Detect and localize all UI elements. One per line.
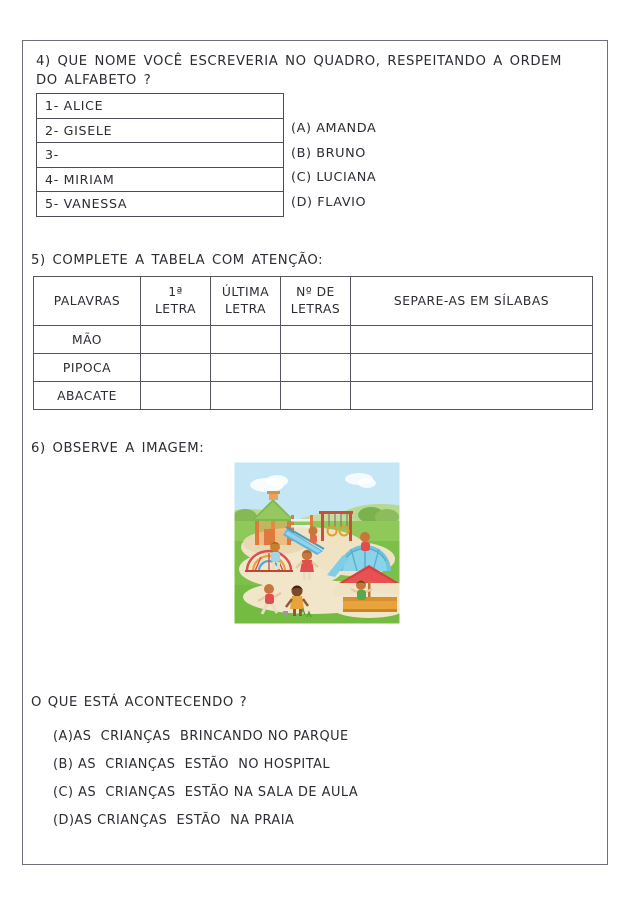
header-letter-count-line1: Nº DE [296,285,335,299]
final-option-b[interactable]: (B) AS CRIANÇAS ESTÃO NO HOSPITAL [53,757,331,772]
answer-cell-first-3[interactable] [141,382,211,410]
table-header-row [34,277,593,326]
answer-cell-syllables-1[interactable] [351,326,593,354]
answer-cell-syllables-3[interactable] [351,382,593,410]
table-row [34,382,593,410]
word-cell-1: MÃO [34,326,141,354]
answer-cell-count-2[interactable] [281,354,351,382]
header-words: PALAVRAS [34,277,141,326]
name-cell-3: 3- [37,143,284,168]
final-option-c[interactable]: (C) AS CRIANÇAS ESTÃO NA SALA DE AULA [53,785,359,800]
names-table [36,93,284,217]
header-first-letter [141,277,211,326]
table-row [37,143,284,168]
answer-cell-syllables-2[interactable] [351,354,593,382]
question-6-prompt: O QUE ESTÁ ACONTECENDO ? [31,695,248,710]
table-row [37,118,284,143]
header-first-letter-line1: 1ª [168,285,183,299]
final-option-a[interactable]: (A)AS CRIANÇAS BRINCANDO NO PARQUE [53,729,349,744]
answer-cell-count-3[interactable] [281,382,351,410]
header-last-letter-line2: LETRA [224,302,267,316]
header-last-letter [211,277,281,326]
name-cell-5: 5- VANESSA [37,192,284,217]
name-cell-4: 4- MIRIAM [37,167,284,192]
answer-cell-last-1[interactable] [211,326,281,354]
header-syllables: SEPARE-AS EM SÍLABAS [351,277,593,326]
question-4-title: 4) QUE NOME VOCÊ ESCREVERIA NO QUADRO, RESPEITANDO A ORDEM DO ALFABETO ? [36,54,563,88]
question-4-options [291,117,376,215]
playground-illustration [231,459,403,627]
header-first-letter-line2: LETRA [154,302,197,316]
table-row [34,354,593,382]
table-row [37,94,284,119]
option-a[interactable]: (A) AMANDA [291,121,377,136]
header-letter-count-line2: LETRAS [290,302,341,316]
name-cell-1: 1- ALICE [37,94,284,119]
word-cell-2: PIPOCA [34,354,141,382]
option-d[interactable]: (D) FLAVIO [291,194,367,210]
option-b[interactable]: (B) BRUNO [291,145,366,161]
question-6-title: 6) OBSERVE A IMAGEM: [31,441,205,456]
option-c[interactable]: (C) LUCIANA [291,170,377,185]
syllables-table [33,276,593,410]
table-row [37,192,284,217]
answer-cell-count-1[interactable] [281,326,351,354]
question-5-title: 5) COMPLETE A TABELA COM ATENÇÃO: [31,253,324,268]
header-letter-count [281,277,351,326]
table-row [37,167,284,192]
answer-cell-first-2[interactable] [141,354,211,382]
question-6-options [53,723,358,835]
answer-cell-last-2[interactable] [211,354,281,382]
final-option-d[interactable]: (D)AS CRIANÇAS ESTÃO NA PRAIA [53,813,295,828]
name-cell-2: 2- GISELE [37,118,284,143]
worksheet-page [22,40,608,865]
answer-cell-first-1[interactable] [141,326,211,354]
word-cell-3: ABACATE [34,382,141,410]
answer-cell-last-3[interactable] [211,382,281,410]
table-row [34,326,593,354]
header-last-letter-line1: ÚLTIMA [221,285,270,299]
